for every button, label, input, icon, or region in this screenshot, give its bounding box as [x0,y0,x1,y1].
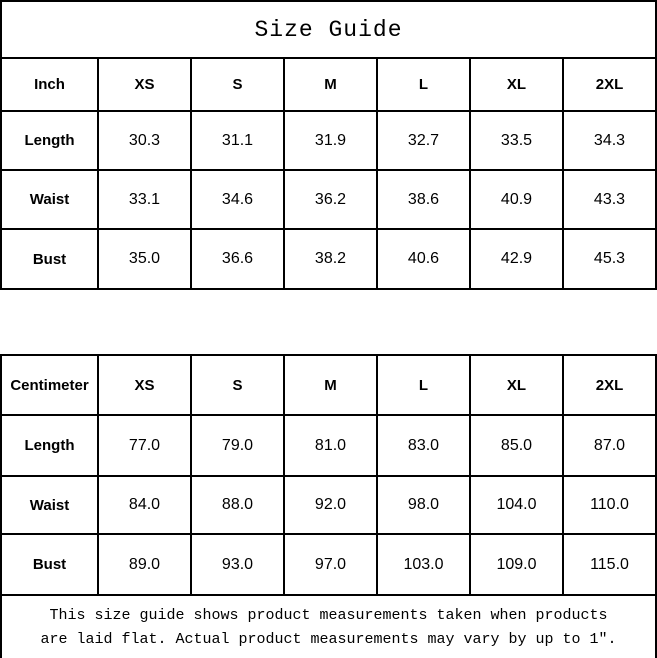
size-header-xl: XL [470,58,563,111]
measurement-value: 32.7 [377,111,470,170]
measurement-value: 98.0 [377,476,470,534]
inch-header-row [1,58,656,111]
measurement-value: 30.3 [98,111,191,170]
measurement-row-label: Waist [1,170,98,229]
measurement-value: 34.6 [191,170,284,229]
inch-waist-row [1,170,656,229]
measurement-value: 43.3 [563,170,656,229]
size-header-l: L [377,355,470,415]
measurement-row-label: Bust [1,534,98,595]
measurement-value: 36.6 [191,229,284,289]
measurement-value: 77.0 [98,415,191,476]
centimeter-header-row [1,355,656,415]
measurement-value: 83.0 [377,415,470,476]
measurement-value: 31.1 [191,111,284,170]
measurement-value: 81.0 [284,415,377,476]
size-header-l: L [377,58,470,111]
measurement-value: 92.0 [284,476,377,534]
footer-note [0,596,657,658]
measurement-value: 109.0 [470,534,563,595]
centimeter-unit-header: Centimeter [1,355,98,415]
measurement-value: 85.0 [470,415,563,476]
measurement-value: 79.0 [191,415,284,476]
centimeter-bust-row [1,534,656,595]
measurement-value: 38.6 [377,170,470,229]
size-header-m: M [284,58,377,111]
footer-note-line-2: are laid flat. Actual product measurements may vary by up to 1″. [40,631,617,648]
measurement-value: 110.0 [563,476,656,534]
measurement-value: 88.0 [191,476,284,534]
measurement-value: 31.9 [284,111,377,170]
measurement-value: 42.9 [470,229,563,289]
inch-bust-row [1,229,656,289]
size-header-xs: XS [98,355,191,415]
measurement-value: 40.6 [377,229,470,289]
size-guide-title: Size Guide [0,0,657,57]
measurement-value: 34.3 [563,111,656,170]
measurement-value: 115.0 [563,534,656,595]
centimeter-length-row [1,415,656,476]
inch-table [0,57,657,290]
measurement-value: 87.0 [563,415,656,476]
measurement-value: 36.2 [284,170,377,229]
measurement-row-label: Length [1,415,98,476]
size-header-xl: XL [470,355,563,415]
measurement-value: 84.0 [98,476,191,534]
centimeter-table [0,354,657,596]
size-header-2xl: 2XL [563,355,656,415]
measurement-row-label: Bust [1,229,98,289]
measurement-row-label: Length [1,111,98,170]
measurement-value: 38.2 [284,229,377,289]
size-header-2xl: 2XL [563,58,656,111]
measurement-value: 104.0 [470,476,563,534]
measurement-value: 33.5 [470,111,563,170]
table-gap [0,290,657,354]
measurement-value: 103.0 [377,534,470,595]
size-header-xs: XS [98,58,191,111]
size-header-m: M [284,355,377,415]
measurement-value: 97.0 [284,534,377,595]
centimeter-waist-row [1,476,656,534]
measurement-value: 89.0 [98,534,191,595]
inch-length-row [1,111,656,170]
footer-note-line-1: This size guide shows product measurements taken when products [49,607,608,624]
size-header-s: S [191,58,284,111]
measurement-value: 45.3 [563,229,656,289]
size-header-s: S [191,355,284,415]
inch-unit-header: Inch [1,58,98,111]
measurement-value: 35.0 [98,229,191,289]
measurement-value: 93.0 [191,534,284,595]
measurement-value: 40.9 [470,170,563,229]
measurement-row-label: Waist [1,476,98,534]
measurement-value: 33.1 [98,170,191,229]
